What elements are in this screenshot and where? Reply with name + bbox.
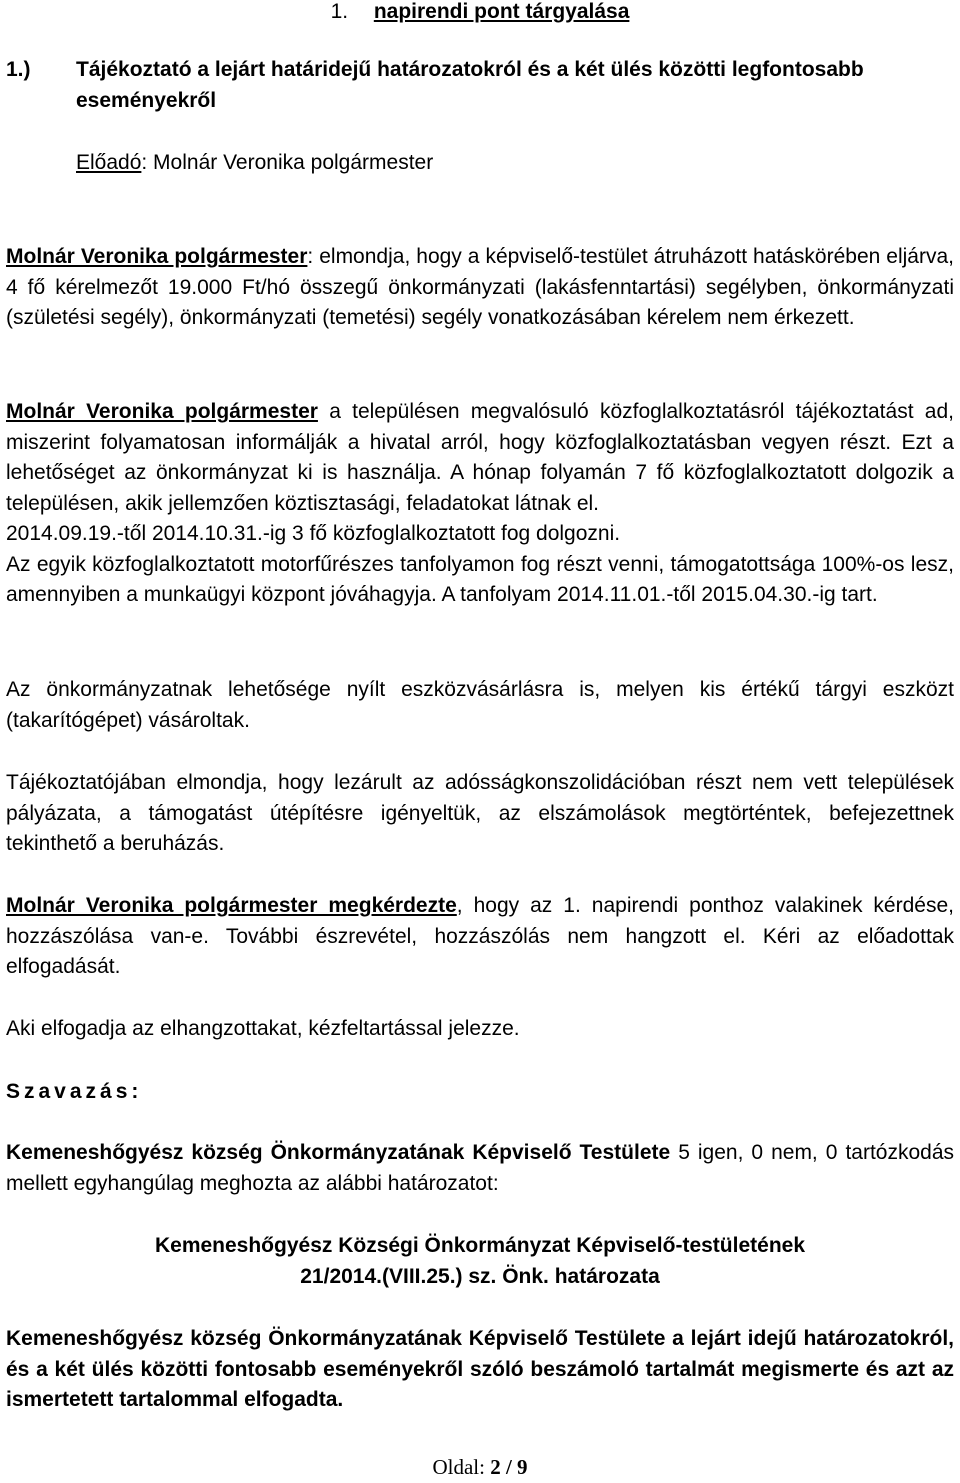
agenda-heading xyxy=(0,0,960,28)
footer-label: Oldal: xyxy=(432,1455,491,1479)
agenda-heading-number: 1. xyxy=(330,0,349,23)
paragraph-7-body: Kemeneshőgyész község Önkormányzatának Képviselő Testülete xyxy=(6,1141,671,1164)
paragraph-6: Aki elfogadja az elhangzottakat, kézfeltartással jelezze. xyxy=(6,1017,520,1040)
paragraph-2-line2: 2014.09.19.-től 2014.10.31.-ig 3 fő közfoglalkoztatott fog dolgozni. xyxy=(6,522,621,545)
page-footer xyxy=(0,1452,960,1483)
paragraph-8: Kemeneshőgyész község Önkormányzatának Képviselő Testülete a lejárt idejű határozatokról, és a két ülés közötti fontosabb eseményekről szóló beszámoló tartalmát megismerte és azt az ismertetett tartalommal elfogadta. xyxy=(6,1327,954,1411)
paragraph-5-speaker: Molnár Veronika polgármester megkérdezte xyxy=(6,894,457,917)
resolution-title-line1: Kemeneshőgyész Községi Önkormányzat Képviselő-testületének xyxy=(154,1234,806,1257)
resolution-title xyxy=(6,1231,954,1292)
paragraph-4: Tájékoztatójában elmondja, hogy lezárult az adósságkonszolidációban részt nem vett települések pályázata, a támogatást útépítésre igényeltük, az elszámolások megtörténtek, befejezettnek tekinthető a beruházás. xyxy=(6,771,954,855)
paragraph-1 xyxy=(6,242,954,334)
paragraph-1-speaker: Molnár Veronika polgármester xyxy=(6,245,308,268)
paragraph-7 xyxy=(6,1138,954,1199)
presenter-label: Előadó xyxy=(76,151,142,174)
resolution-title-line2: 21/2014.(VIII.25.) sz. Önk. határozata xyxy=(300,1264,660,1288)
agenda-item-title-line2: eseményekről xyxy=(76,88,217,112)
paragraph-2-speaker: Molnár Veronika polgármester xyxy=(6,400,318,423)
vote-label: Szavazás: xyxy=(6,1080,143,1103)
paragraph-3: Az önkormányzatnak lehetősége nyílt eszközvásárlásra is, melyen kis értékű tárgyi eszközt (takarítógépet) vásároltak. xyxy=(6,678,954,732)
paragraph-1-text: : elmondja, hogy a képviselő-testület átruházott hatáskörében eljárva, 4 fő kérelmezőt 19.000 Ft/hó összegű önkormányzati (lakásfenntartási) segélyben, önkormányzati (születési segély), önkormányzati (temetési) segély vonatkozásában kérelem nem érkezett. xyxy=(6,245,954,329)
agenda-heading-title: napirendi pont tárgyalása xyxy=(373,0,630,23)
agenda-item-title xyxy=(6,55,954,116)
presenter-name: : Molnár Veronika polgármester xyxy=(141,151,434,174)
agenda-item-title-line1: Tájékoztató a lejárt határidejű határozatokról és a két ülés közötti legfontosabb xyxy=(76,58,864,81)
agenda-item-number: 1.) xyxy=(6,58,31,81)
paragraph-7-text: 5 igen, 0 nem, 0 tartózkodás mellett egyhangúlag meghozta az alábbi határozatot: xyxy=(6,1141,955,1195)
paragraph-5 xyxy=(6,891,954,983)
paragraph-2 xyxy=(6,397,954,611)
footer-page-number: 2 / 9 xyxy=(490,1455,528,1479)
paragraph-2-text: a településen megvalósuló közfoglalkoztatásról tájékoztatást ad, miszerint folyamatosan informálják a hivatal arról, hogy közfoglalkoztatásban vegyen részt. Ezt a lehetőséget az önkormányzat ki is használja. A hónap folyamán 7 fő közfoglalkoztatott dolgozik a településen, akik jellemzően köztisztasági, feladatokat látnak el. xyxy=(6,400,954,515)
presenter-line xyxy=(76,148,954,179)
paragraph-5-text: , hogy az 1. napirendi ponthoz valakinek kérdése, hozzászólása van-e. További észrevétel, hozzászólás nem hangzott el. Kéri az előadottak elfogadását. xyxy=(6,894,954,978)
paragraph-2-line3: Az egyik közfoglalkoztatott motorfűrészes tanfolyamon fog részt venni, támogatottsága 100%-os lesz, amennyiben a munkaügyi központ jóváhagyja. A tanfolyam 2014.11.01.-től 2015.04.30.-ig tart. xyxy=(6,552,954,606)
